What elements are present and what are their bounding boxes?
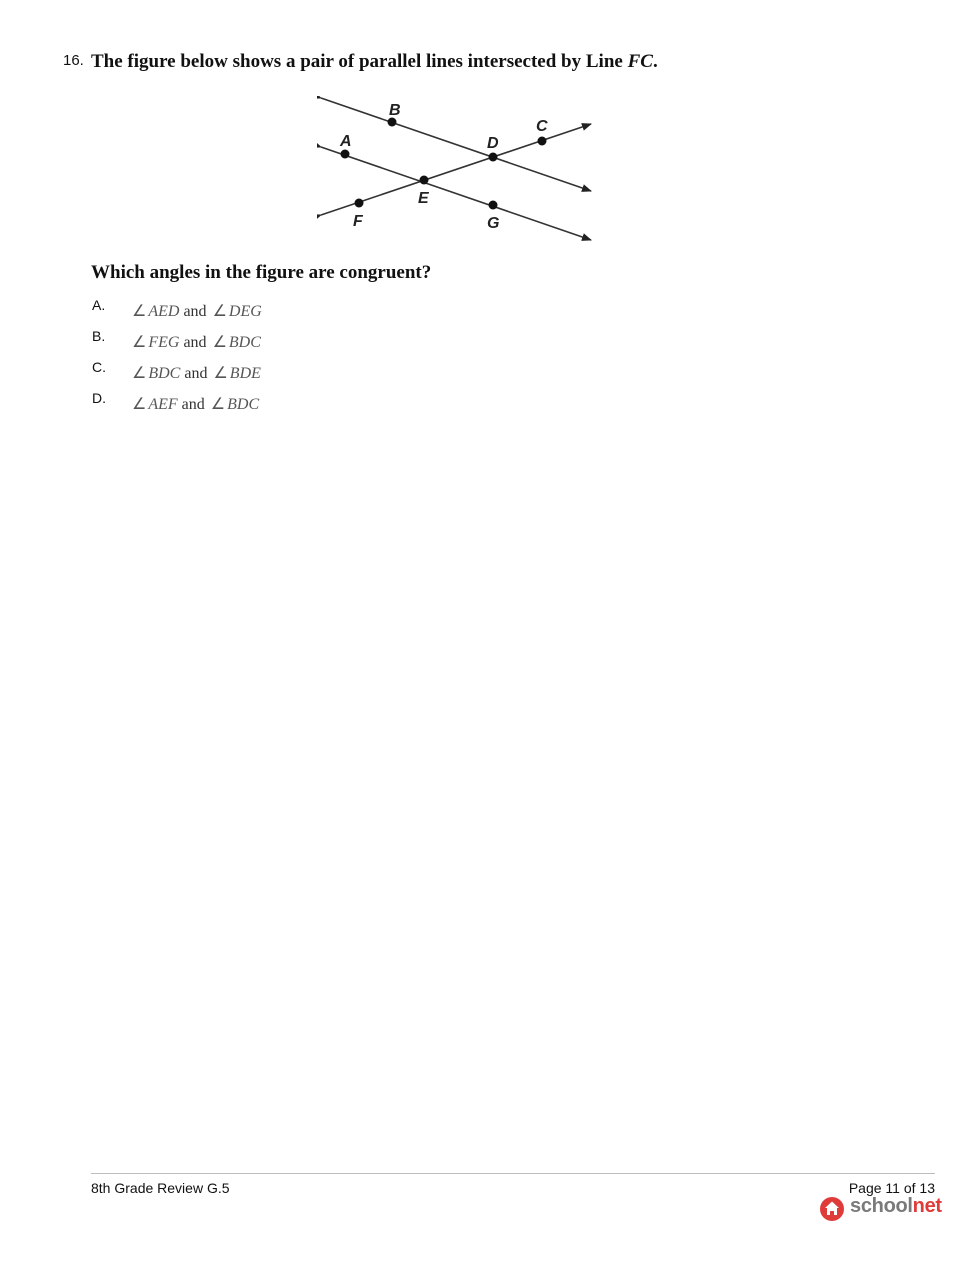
logo-text-school: school — [850, 1195, 913, 1217]
answer-choice-c[interactable] — [92, 359, 392, 385]
choice-letter: D. — [92, 390, 106, 406]
point-c — [538, 137, 547, 146]
label-g: G — [487, 215, 500, 232]
label-e: E — [418, 190, 429, 207]
schoolnet-logo — [819, 1195, 942, 1222]
angle-symbol: ∠ — [132, 365, 147, 382]
point-d — [489, 153, 498, 162]
answer-choice-d[interactable] — [92, 390, 392, 416]
choice-text — [132, 332, 261, 352]
angle-name: BDC — [228, 334, 261, 351]
angle-symbol: ∠ — [212, 334, 227, 351]
conjunction: and — [184, 365, 208, 382]
answer-choice-a[interactable] — [92, 297, 392, 323]
angle-symbol: ∠ — [132, 303, 147, 320]
angle-name: AEF — [148, 396, 178, 413]
point-f — [355, 199, 364, 208]
choice-letter: B. — [92, 328, 106, 344]
answer-choice-b[interactable] — [92, 328, 392, 354]
angle-symbol: ∠ — [212, 303, 227, 320]
question-line-name: FC — [627, 51, 653, 72]
logo-wordmark — [850, 1195, 942, 1218]
angle-name: BDC — [148, 365, 181, 382]
point-e — [420, 176, 429, 185]
conjunction: and — [183, 334, 207, 351]
label-d: D — [487, 135, 499, 152]
parallel-lines-diagram — [317, 96, 597, 242]
conjunction: and — [183, 303, 207, 320]
point-a — [341, 150, 350, 159]
question-number: 16. — [63, 52, 84, 69]
angle-name: FEG — [148, 334, 180, 351]
choice-text — [132, 363, 261, 383]
footer-divider — [91, 1173, 935, 1174]
house-icon — [819, 1196, 845, 1222]
label-a: A — [340, 133, 352, 150]
question-prompt: Which angles in the figure are congruent? — [91, 262, 432, 283]
logo-text-net: net — [912, 1195, 942, 1217]
footer-title: 8th Grade Review G.5 — [91, 1180, 230, 1196]
label-f: F — [353, 213, 363, 230]
choice-letter: A. — [92, 297, 106, 313]
label-b: B — [389, 102, 401, 119]
angle-name: BDE — [229, 365, 261, 382]
question-title-end: . — [652, 51, 658, 72]
label-c: C — [536, 118, 548, 135]
angle-symbol: ∠ — [132, 334, 147, 351]
choice-text — [132, 394, 259, 414]
page-number: Page 11 of 13 — [848, 1180, 935, 1196]
angle-name: DEG — [228, 303, 262, 320]
line-bd — [321, 98, 591, 191]
angle-symbol: ∠ — [132, 396, 147, 413]
conjunction: and — [181, 396, 205, 413]
choice-letter: C. — [92, 359, 106, 375]
question-title — [91, 51, 658, 73]
choice-text — [132, 301, 262, 321]
angle-name: BDC — [227, 396, 260, 413]
parallel-lines-figure — [317, 96, 597, 242]
angle-name: AED — [148, 303, 180, 320]
angle-symbol: ∠ — [210, 396, 226, 413]
angle-symbol: ∠ — [213, 365, 228, 382]
point-g — [489, 201, 498, 210]
question-title-text: The figure below shows a pair of parallel lines intersected by Line — [91, 51, 628, 72]
